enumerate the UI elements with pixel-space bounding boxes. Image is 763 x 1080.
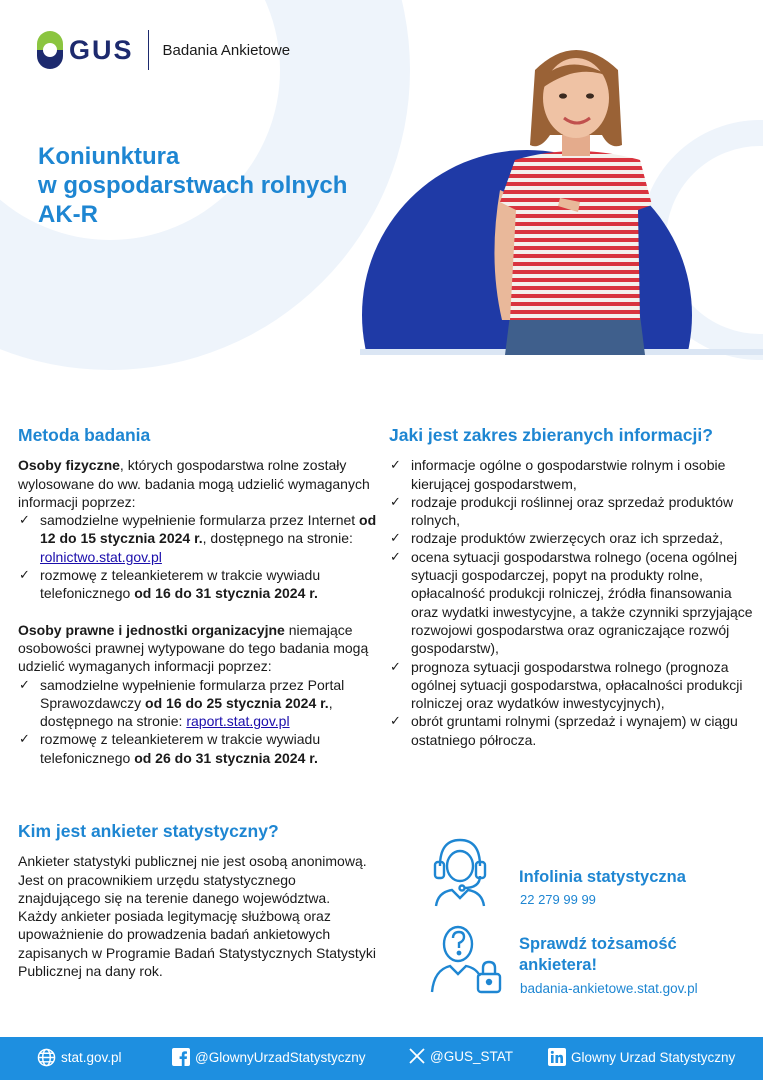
list-item: ✓ rozmowę z teleankieterem w trakcie wywiadu telefonicznego od 26 do 31 stycznia 2024 r. (19, 731, 321, 766)
metoda-paragraph-1: Osoby fizyczne, których gospodarstwa rolne zostały wylosowane do ww. badania mogą udzielić wymaganych informacji poprzez: (18, 457, 370, 510)
list-item: ✓ rozmowę z teleankieterem w trakcie wywiadu telefonicznego od 16 do 31 stycznia 2024 r. (19, 567, 321, 602)
list-item: ✓ informacje ogólne o gospodarstwie rolnym i osobie kierującej gospodarstwem, (390, 457, 726, 492)
footer-bar (0, 1037, 763, 1080)
zakres-heading: Jaki jest zakres zbieranych informacji? (389, 425, 713, 445)
hero-image (360, 30, 763, 355)
check-icon: ✓ (390, 548, 401, 564)
linkedin-icon (548, 1048, 566, 1066)
footer-linkedin[interactable]: Glowny Urzad Statystyczny (548, 1048, 735, 1066)
metoda-paragraph-2: Osoby prawne i jednostki organizacyjne niemające osobowości prawnej wytypowane do tego badania mogą udzielić wymaganych informacji poprzez: (18, 621, 369, 675)
zakres-section (389, 426, 759, 749)
title-line: w gospodarstwach rolnych (38, 172, 348, 199)
x-icon (409, 1048, 425, 1064)
check-icon: ✓ (390, 713, 401, 729)
logo-subtitle: Badania Ankietowe (162, 41, 291, 59)
kim-paragraph-1: Ankieter statystyki publicznej nie jest osobą anonimową. Jest on pracownikiem urzędu statystycznego znajdującego się na terenie danego województwa. (18, 853, 367, 906)
check-icon: ✓ (390, 658, 401, 674)
check-icon: ✓ (390, 530, 401, 546)
page-title (38, 142, 347, 229)
rolnictwo-link[interactable]: rolnictwo.stat.gov.pl (40, 548, 162, 565)
headset-agent-icon (430, 836, 490, 908)
check-icon: ✓ (19, 512, 30, 528)
check-icon: ✓ (19, 567, 30, 583)
logo-text: GUS (69, 34, 134, 65)
question-person-lock-icon (428, 920, 506, 996)
raport-link[interactable]: raport.stat.gov.pl (186, 713, 290, 730)
gus-logo-icon (37, 31, 63, 69)
globe-icon (37, 1048, 56, 1067)
title-line: AK-R (38, 201, 98, 228)
logo-divider (148, 30, 149, 70)
gus-logo (37, 30, 290, 70)
footer-website[interactable]: stat.gov.pl (37, 1048, 122, 1067)
tozsamosc-title: Sprawdź tożsamość ankietera! (519, 935, 677, 974)
facebook-icon (172, 1048, 190, 1066)
metoda-section (18, 426, 380, 767)
list-item: ✓ samodzielne wypełnienie formularza przez Internet od 12 do 15 stycznia 2024 r., dostępnego na stronie: rolnictwo.stat.gov.pl (19, 512, 377, 565)
kim-section (18, 822, 378, 980)
woman-pointing-illustration (480, 30, 670, 355)
title-line: Koniunktura (38, 143, 180, 170)
list-item: ✓ rodzaje produkcji roślinnej oraz sprzedaż produktów rolnych, (390, 493, 734, 529)
tozsamosc-url[interactable]: badania-ankietowe.stat.gov.pl (520, 981, 698, 996)
check-icon: ✓ (19, 731, 30, 747)
list-item: ✓ obrót gruntami rolnymi (sprzedaż i wynajem) w ciągu ostatniego półrocza. (390, 713, 738, 748)
check-icon: ✓ (390, 493, 401, 509)
infolinia-phone[interactable]: 22 279 99 99 (520, 892, 596, 907)
footer-x[interactable]: @GUS_STAT (409, 1048, 513, 1064)
zakres-list (389, 456, 759, 749)
infolinia-title: Infolinia statystyczna (519, 868, 686, 886)
kim-paragraph-2: Każdy ankieter posiada legitymację służbową oraz upoważnienie do prowadzenia badań ankietowych zapisanych w Programie Badań Statystycznych Statystyki Publicznej na dany rok. (18, 908, 376, 980)
metoda-list-2 (18, 676, 380, 767)
list-item: ✓ ocena sytuacji gospodarstwa rolnego (ocena ogólnej sytuacji gospodarczej, popyt na produkty rolne, opłacalność produkcji rolniczej, źródła finansowania oraz wydatki inwestycyjne, a także czynniki sprzyjające rozwojowi gospodarstwa oraz ograniczające rozwój gospodarstw), (390, 548, 753, 657)
kim-heading: Kim jest ankieter statystyczny? (18, 821, 279, 841)
list-item: ✓ samodzielne wypełnienie formularza przez Portal Sprawozdawczy od 16 do 25 stycznia 2024 r., dostępnego na stronie: raport.stat.gov.pl (19, 676, 345, 730)
footer-facebook[interactable]: @GlownyUrzadStatystyczny (172, 1048, 366, 1066)
metoda-heading: Metoda badania (18, 425, 151, 445)
check-icon: ✓ (390, 457, 401, 473)
metoda-list-1 (18, 511, 380, 602)
list-item: ✓ prognoza sytuacji gospodarstwa rolnego (prognoza ogólnej sytuacji gospodarstwa, opłacalności produkcji rolniczej oraz wydatków inwestycyjnych), (390, 658, 743, 712)
check-icon: ✓ (19, 676, 30, 692)
list-item: ✓ rodzaje produktów zwierzęcych oraz ich sprzedaż, (390, 530, 724, 547)
